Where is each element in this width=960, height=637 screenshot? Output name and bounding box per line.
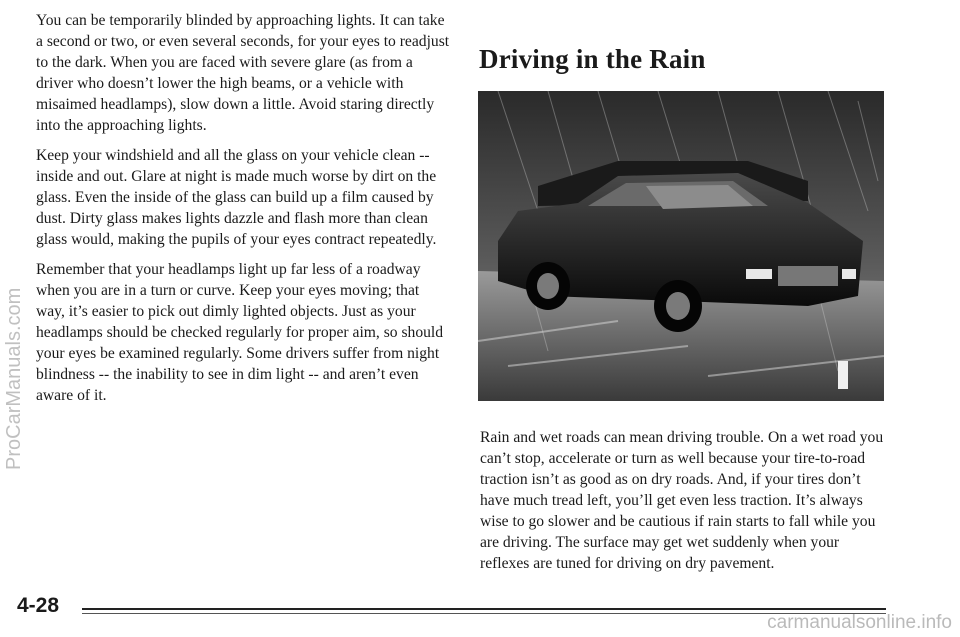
bottom-watermark: carmanualsonline.info — [767, 612, 952, 633]
left-column — [36, 10, 451, 415]
section-title: Driving in the Rain — [479, 44, 706, 74]
page-number: 4-28 — [17, 594, 60, 617]
paragraph-windshield: Keep your windshield and all the glass on your vehicle clean -- inside and out. Glare at night is made much worse by dirt on the glass. Even the inside of the glass can build up a film caused by dust. Dirty glass makes lights dazzle and flash more than clean glass would, making the pupils of your eyes contract repeatedly. — [36, 147, 437, 248]
side-watermark: ProCarManuals.com — [3, 287, 25, 470]
footer-rule — [82, 608, 886, 610]
footer-rule-thin — [82, 613, 886, 614]
paragraph-rain: Rain and wet roads can mean driving trouble. On a wet road you can’t stop, accelerate or turn as well because your tire-to-road traction isn’t as good as on dry roads. And, if your tires don’t have much tread left, you’ll get even less traction. It’s always wise to go slower and be cautious if rain starts to fall while you are driving. The surface may get wet suddenly when your reflexes are tuned for driving on dry pavement. — [480, 429, 884, 572]
paragraph-glare: You can be temporarily blinded by approaching lights. It can take a second or two, or even several seconds, for your eyes to readjust to the dark. When you are faced with severe glare (as from a driver who doesn’t lower the high beams, or a vehicle with misaimed headlamps), slow down a little. Avoid staring directly into the approaching lights. — [36, 12, 450, 134]
paragraph-headlamps: Remember that your headlamps light up far less of a roadway when you are in a turn or curve. Keep your eyes moving; that way, it’s easier to pick out dimly lighted objects. Just as your headlamps should be checked regularly for proper aim, so should your eyes be examined regularly. Some drivers suffer from night blindness -- the inability to see in dim light -- and aren’t even aware of it. — [36, 261, 444, 404]
car-in-rain-photo — [478, 91, 884, 401]
